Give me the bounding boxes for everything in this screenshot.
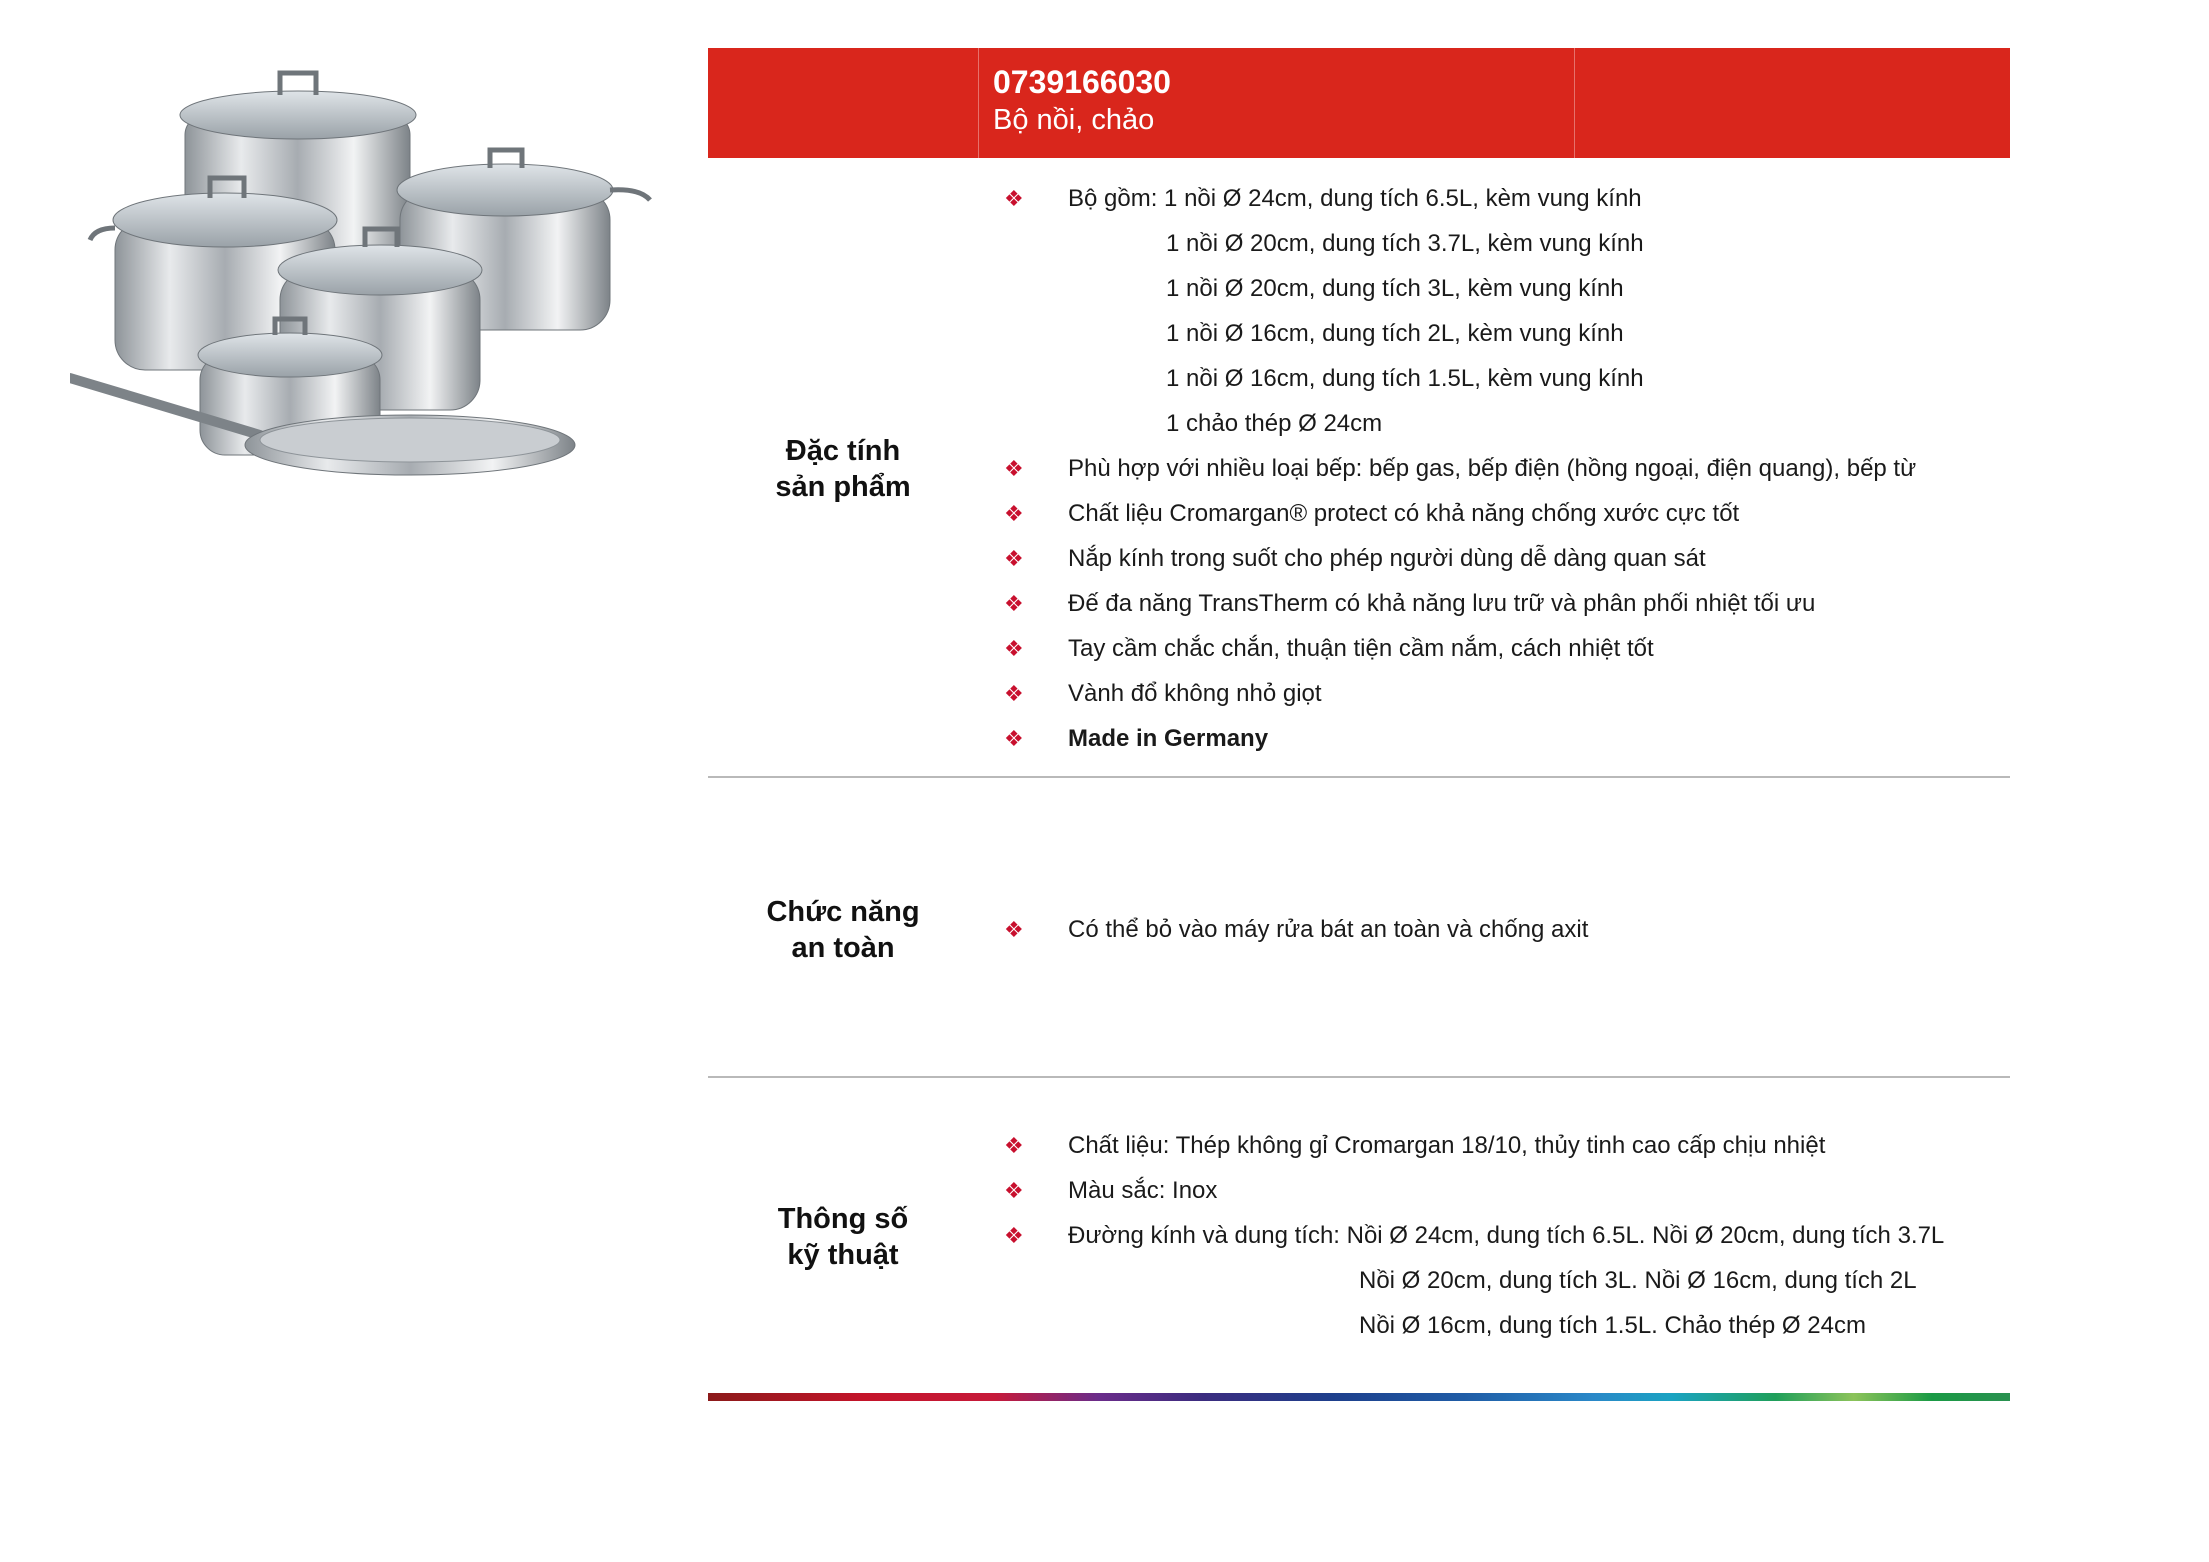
features-set-item: 1 nồi Ø 20cm, dung tích 3L, kèm vung kính <box>1166 275 1624 302</box>
specs-continuation: Nồi Ø 16cm, dung tích 1.5L. Chảo thép Ø 24cm <box>1359 1312 1866 1339</box>
features-bullet: Phù hợp với nhiều loại bếp: bếp gas, bếp điện (hồng ngoại, điện quang), bếp từ <box>1068 455 1917 482</box>
specs-bullet: Chất liệu: Thép không gỉ Cromargan 18/10, thủy tinh cao cấp chịu nhiệt <box>1068 1132 1826 1159</box>
features-bullet: Nắp kính trong suốt cho phép người dùng dễ dàng quan sát <box>1068 545 1706 572</box>
specs-continuation: Nồi Ø 20cm, dung tích 3L. Nồi Ø 16cm, dung tích 2L <box>1359 1267 1917 1294</box>
bullet-icon: ❖ <box>1004 1133 1024 1158</box>
bullet-icon: ❖ <box>1004 1178 1024 1203</box>
bullet-icon: ❖ <box>1004 546 1024 571</box>
features-bullet: Chất liệu Cromargan® protect có khả năng chống xước cực tốt <box>1068 500 1740 527</box>
product-subtitle: Bộ nồi, chảo <box>993 104 1155 136</box>
safety-bullet: Có thể bỏ vào máy rửa bát an toàn và chống axit <box>1068 916 1589 943</box>
section-label-safety: Chức năng an toàn <box>766 896 920 964</box>
features-set-item: 1 nồi Ø 20cm, dung tích 3.7L, kèm vung kính <box>1166 230 1644 257</box>
features-set-intro: Bộ gồm: 1 nồi Ø 24cm, dung tích 6.5L, kèm vung kính <box>1068 185 1642 212</box>
features-bullet: Đế đa năng TransTherm có khả năng lưu trữ và phân phối nhiệt tối ưu <box>1068 590 1816 617</box>
features-set-item: 1 chảo thép Ø 24cm <box>1166 410 1383 437</box>
bullet-icon: ❖ <box>1004 636 1024 661</box>
features-bullet-made-in: Made in Germany <box>1068 725 1269 752</box>
footer-color-bar <box>708 1393 2010 1401</box>
bullet-icon: ❖ <box>1004 726 1024 751</box>
product-sku: 0739166030 <box>993 64 1171 100</box>
features-bullet: Vành đổ không nhỏ giọt <box>1068 680 1322 707</box>
specs-bullet: Màu sắc: Inox <box>1068 1177 1218 1204</box>
cookware-set-icon <box>70 40 670 490</box>
features-set-item: 1 nồi Ø 16cm, dung tích 2L, kèm vung kính <box>1166 320 1624 347</box>
features-set-item: 1 nồi Ø 16cm, dung tích 1.5L, kèm vung kính <box>1166 365 1644 392</box>
section-separator <box>708 776 2010 778</box>
section-label-specs: Thông số kỹ thuật <box>777 1203 909 1271</box>
header-divider <box>978 48 979 158</box>
features-bullet: Tay cầm chắc chắn, thuận tiện cầm nắm, cách nhiệt tốt <box>1068 635 1654 662</box>
bullet-icon: ❖ <box>1004 681 1024 706</box>
specs-bullet: Đường kính và dung tích: Nồi Ø 24cm, dung tích 6.5L. Nồi Ø 20cm, dung tích 3.7L <box>1068 1222 1945 1249</box>
bullet-icon: ❖ <box>1004 456 1024 481</box>
bullet-icon: ❖ <box>1004 186 1024 211</box>
section-label-features: Đặc tính sản phẩm <box>775 435 911 503</box>
header-bar <box>708 48 2010 158</box>
section-separator <box>708 1076 2010 1078</box>
bullet-icon: ❖ <box>1004 591 1024 616</box>
bullet-icon: ❖ <box>1004 917 1024 942</box>
bullet-icon: ❖ <box>1004 501 1024 526</box>
bullet-icon: ❖ <box>1004 1223 1024 1248</box>
header-divider <box>1574 48 1575 158</box>
